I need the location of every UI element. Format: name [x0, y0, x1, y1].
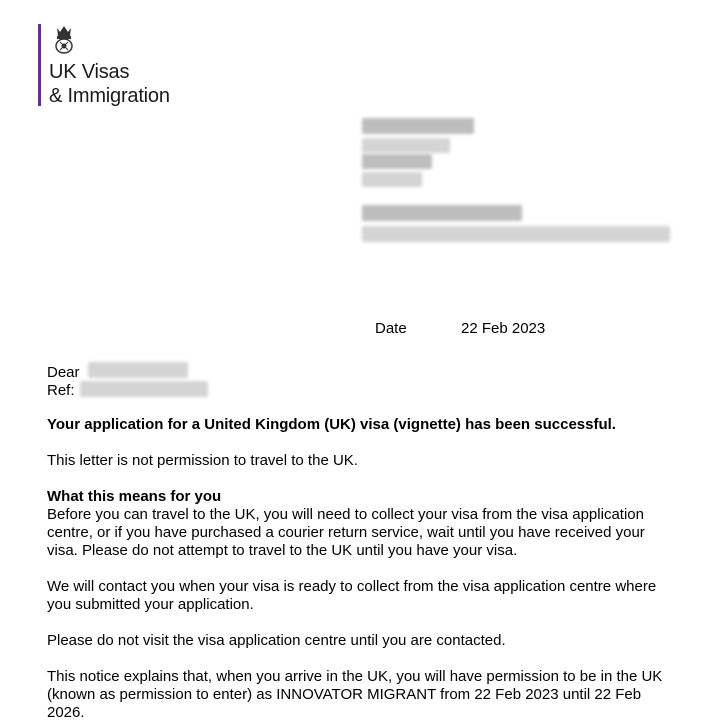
logo-text-line2: & Immigration: [49, 85, 170, 107]
dear-label: Dear: [47, 364, 80, 381]
headline: Your application for a United Kingdom (UK) visa (vignette) has been successful.: [47, 416, 616, 433]
paragraph-collect: Before you can travel to the UK, you will need to collect your visa from the visa application centre, or if you have purchased a courier return service, wait until you have received your visa. Please do not attempt to travel to the UK until you have your visa.: [47, 506, 645, 559]
redacted-ref: [80, 381, 208, 397]
ukvi-logo: [38, 24, 170, 106]
paragraph-permission: This notice explains that, when you arrive in the UK, you will have permission to be in the UK (known as permission to enter) as INNOVATOR MIGRANT from 22 Feb 2023 until 22 Feb 2026.: [47, 668, 663, 721]
date-label: Date: [375, 320, 407, 337]
paragraph-contact: We will contact you when your visa is ready to collect from the visa application centre where you submitted your application.: [47, 578, 657, 613]
section-title: What this means for you: [47, 488, 222, 505]
letter-body: [47, 416, 677, 722]
dear-line: [47, 364, 80, 381]
paragraph-do-not-visit: Please do not visit the visa application centre until you are contacted.: [47, 632, 506, 649]
letter-date: [375, 320, 545, 337]
ref-label: Ref:: [47, 382, 75, 399]
redacted-name: [88, 362, 188, 378]
travel-notice: This letter is not permission to travel to the UK.: [47, 452, 358, 469]
ref-line: [47, 382, 75, 399]
logo-text-line1: UK Visas: [49, 61, 130, 83]
royal-crest-icon: [51, 24, 77, 54]
date-value: 22 Feb 2023: [461, 320, 546, 337]
